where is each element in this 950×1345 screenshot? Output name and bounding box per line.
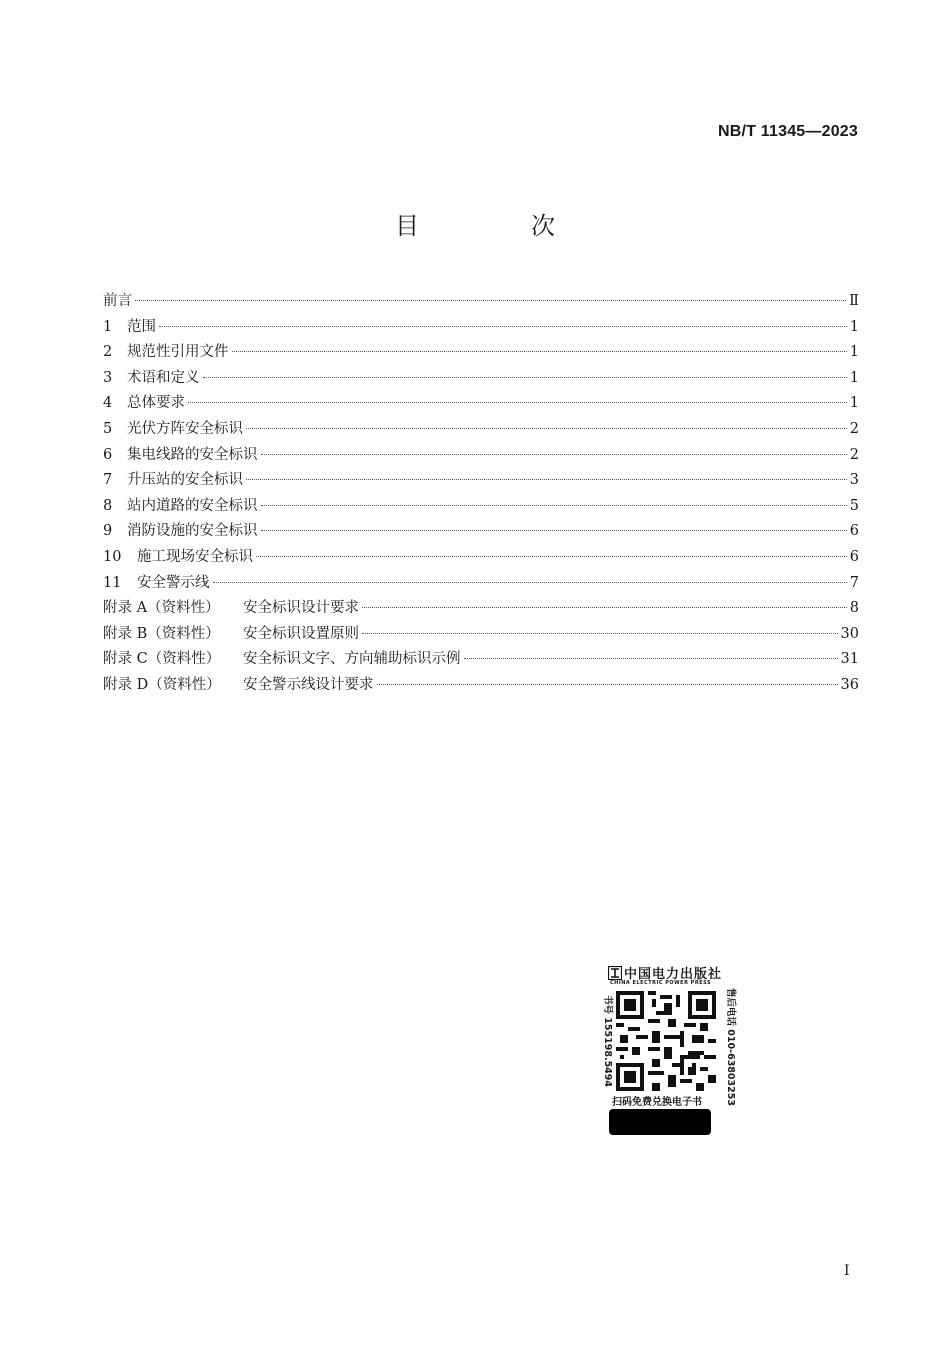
toc-entry-prefix: 附录 B（资料性）	[103, 625, 220, 642]
toc-entry-label: 站内道路的安全标识	[127, 497, 258, 514]
toc-entry-label: 范围	[127, 318, 156, 335]
leader-dots	[188, 402, 847, 403]
toc-entry-page: 31	[840, 651, 859, 668]
toc-entry-label: 安全警示线设计要求	[243, 676, 374, 693]
leader-dots	[362, 607, 847, 608]
toc-entry-page: 2	[849, 446, 859, 463]
toc-entry-appendix-d[interactable]	[103, 673, 859, 699]
toc-entry-3[interactable]	[103, 366, 859, 392]
toc-entry-appendix-a[interactable]	[103, 596, 859, 622]
toc-entry-label: 安全标识设计要求	[243, 600, 359, 617]
toc-entry-number: 3	[103, 369, 113, 386]
toc-entry-number: 5	[103, 420, 113, 437]
toc-entry-label: 总体要求	[127, 395, 185, 412]
leader-dots	[261, 505, 847, 506]
qr-code[interactable]	[616, 991, 716, 1091]
table-of-contents	[103, 289, 859, 699]
leader-dots	[377, 684, 838, 685]
leader-dots	[246, 479, 847, 480]
toc-entry-label: 施工现场安全标识	[137, 548, 253, 565]
toc-entry-number: 8	[103, 497, 113, 514]
toc-entry-label: 安全警示线	[137, 574, 210, 591]
toc-entry-8[interactable]	[103, 494, 859, 520]
toc-entry-label: 集电线路的安全标识	[127, 446, 258, 463]
leader-dots	[213, 582, 847, 583]
toc-entry-number: 11	[103, 574, 122, 591]
toc-entry-label: 光伏方阵安全标识	[127, 420, 243, 437]
leader-dots	[261, 530, 847, 531]
toc-entry-number: 1	[103, 318, 113, 335]
toc-entry-prefix: 附录 A（资料性）	[103, 600, 220, 617]
leader-dots	[362, 633, 838, 634]
toc-entry-number: 10	[103, 548, 122, 565]
publisher-logo-icon	[608, 966, 622, 980]
toc-entry-9[interactable]	[103, 519, 859, 545]
leader-dots	[232, 351, 847, 352]
toc-entry-page: 3	[849, 472, 859, 489]
toc-entry-5[interactable]	[103, 417, 859, 443]
redaction-bar	[609, 1109, 711, 1135]
toc-entry-foreword[interactable]	[103, 289, 859, 315]
book-number: 书号 155198.5494	[602, 995, 613, 1088]
toc-entry-number: 4	[103, 395, 113, 412]
toc-entry-11[interactable]	[103, 571, 859, 597]
toc-entry-label: 升压站的安全标识	[127, 472, 243, 489]
toc-entry-page: 1	[849, 318, 859, 335]
toc-entry-page: 5	[849, 497, 859, 514]
toc-entry-label: 规范性引用文件	[127, 344, 229, 361]
toc-entry-6[interactable]	[103, 443, 859, 469]
toc-entry-1[interactable]	[103, 315, 859, 341]
toc-entry-4[interactable]	[103, 391, 859, 417]
toc-entry-7[interactable]	[103, 468, 859, 494]
toc-entry-page: Ⅱ	[849, 293, 859, 309]
toc-entry-number: 9	[103, 523, 113, 540]
page-title: 目 次	[395, 212, 599, 240]
toc-entry-prefix: 附录 D（资料性）	[103, 676, 221, 693]
page-number: I	[844, 1263, 850, 1279]
toc-entry-appendix-b[interactable]	[103, 622, 859, 648]
toc-entry-page: 1	[849, 369, 859, 386]
toc-entry-page: 8	[849, 600, 859, 617]
standard-number: NB/T 11345—2023	[718, 123, 858, 140]
leader-dots	[261, 454, 847, 455]
toc-entry-label: 术语和定义	[127, 369, 200, 386]
toc-entry-page: 1	[849, 344, 859, 361]
toc-entry-page: 6	[849, 548, 859, 565]
service-hotline: 售后电话 010-63803253	[725, 988, 736, 1106]
qr-caption: 扫码免费兑换电子书	[612, 1097, 702, 1108]
leader-dots	[464, 658, 838, 659]
toc-entry-appendix-c[interactable]	[103, 647, 859, 673]
leader-dots	[256, 556, 847, 557]
publisher-name-en: CHINA ELECTRIC POWER PRESS	[610, 980, 712, 986]
toc-entry-label: 安全标识设置原则	[243, 625, 359, 642]
toc-entry-page: 6	[849, 523, 859, 540]
toc-entry-label: 安全标识文字、方向辅助标识示例	[243, 651, 461, 668]
toc-entry-page: 36	[840, 676, 859, 693]
toc-entry-number: 2	[103, 344, 113, 361]
leader-dots	[203, 377, 847, 378]
toc-entry-page: 2	[849, 420, 859, 437]
toc-entry-number: 6	[103, 446, 113, 463]
ebook-qr-block	[602, 963, 736, 1138]
toc-entry-page: 1	[849, 395, 859, 412]
toc-entry-number: 7	[103, 472, 113, 489]
toc-entry-label: 消防设施的安全标识	[127, 523, 258, 540]
toc-entry-2[interactable]	[103, 340, 859, 366]
leader-dots	[246, 428, 847, 429]
toc-entry-page: 7	[849, 574, 859, 591]
toc-entry-label: 前言	[103, 293, 132, 309]
toc-entry-prefix: 附录 C（资料性）	[103, 651, 221, 668]
toc-entry-10[interactable]	[103, 545, 859, 571]
leader-dots	[159, 326, 847, 327]
publisher-name-text: 中国电力出版社	[624, 967, 723, 982]
leader-dots	[135, 300, 846, 301]
toc-entry-page: 30	[840, 625, 859, 642]
